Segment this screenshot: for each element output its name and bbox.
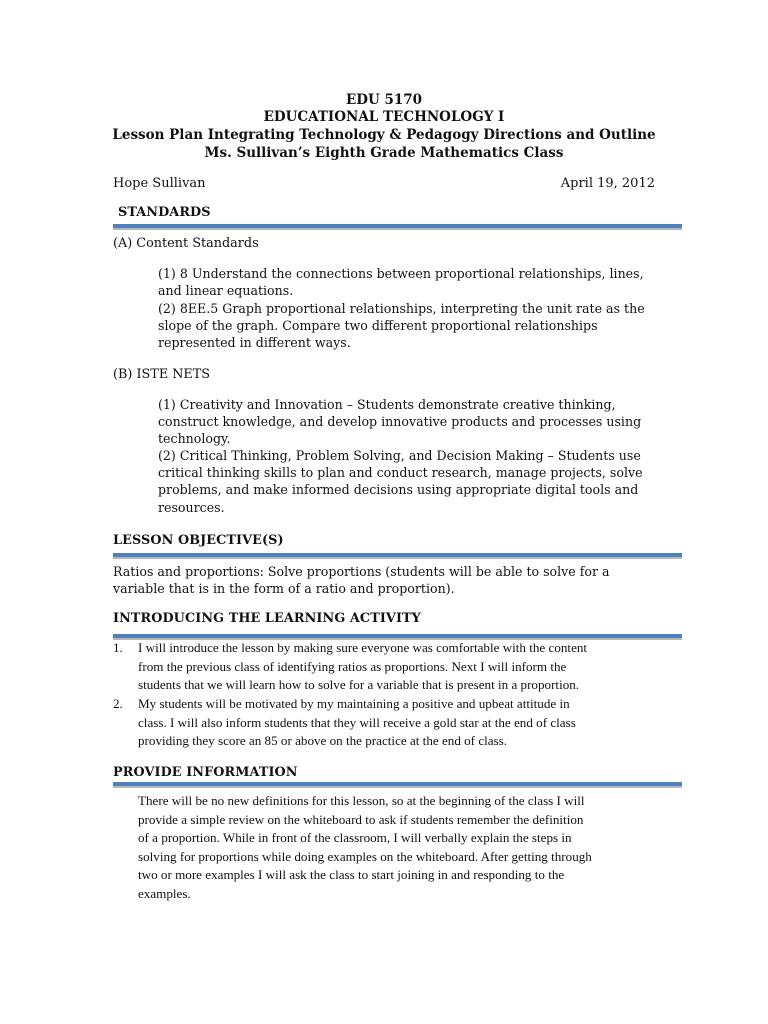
objectives-heading: LESSON OBJECTIVE(S): [113, 533, 284, 548]
intro-heading: INTRODUCING THE LEARNING ACTIVITY: [113, 611, 421, 626]
objectives-text: Ratios and proportions: Solve proportions (students will be able to solve for a variable that is in the form of a ratio and proportion).: [113, 564, 610, 597]
section-rule: [113, 553, 682, 559]
iste-standard-1: (1) Creativity and Innovation – Students demonstrate creative thinking, construct knowledge, and develop innovative products and processes using technology.: [158, 397, 642, 447]
section-rule: [113, 782, 682, 788]
document-title: Lesson Plan Integrating Technology & Pedagogy Directions and Outline: [112, 127, 656, 143]
content-standard-1: (1) 8 Understand the connections between proportional relationships, lines, and linear equations.: [158, 266, 644, 299]
class-name: Ms. Sullivan’s Eighth Grade Mathematics Class: [204, 145, 564, 161]
intro-item-2: 2. My students will be motivated by my maintaining a positive and upbeat attitude in class. I will also inform students that they will receive a gold star at the end of class providing they score an 85 or above on the practice at the end of class.: [113, 696, 576, 749]
document-date: April 19, 2012: [560, 176, 655, 191]
course-name: EDUCATIONAL TECHNOLOGY I: [263, 109, 505, 125]
section-rule: [113, 224, 682, 230]
standards-heading: STANDARDS: [118, 205, 211, 220]
iste-nets-label: (B) ISTE NETS: [113, 367, 211, 382]
content-standards-label: (A) Content Standards: [113, 236, 259, 251]
author-name: Hope Sullivan: [113, 176, 206, 191]
course-code: EDU 5170: [345, 92, 423, 108]
info-heading: PROVIDE INFORMATION: [113, 765, 298, 780]
content-standard-2: (2) 8EE.5 Graph proportional relationships, interpreting the unit rate as the slope of the graph. Compare two different proportional relationships represented in different ways.: [158, 301, 645, 351]
info-text: There will be no new definitions for this lesson, so at the beginning of the class I will provide a simple review on the whiteboard to ask if students remember the definition of a proportion. While in front of the classroom, I will verbally explain the steps in solving for proportions while doing examples on the whiteboard. After getting through two or more examples I will ask the class to start joining in and responding to the examples.: [138, 793, 592, 901]
iste-standard-2: (2) Critical Thinking, Problem Solving, and Decision Making – Students use critical thinking skills to plan and conduct research, manage projects, solve problems, and make informed decisions using appropriate digital tools and resources.: [158, 448, 643, 515]
intro-item-1: 1. I will introduce the lesson by making sure everyone was comfortable with the content from the previous class of identifying ratios as proportions. Next I will inform the students that we will learn how to solve for a variable that is present in a proportion.: [113, 640, 588, 693]
